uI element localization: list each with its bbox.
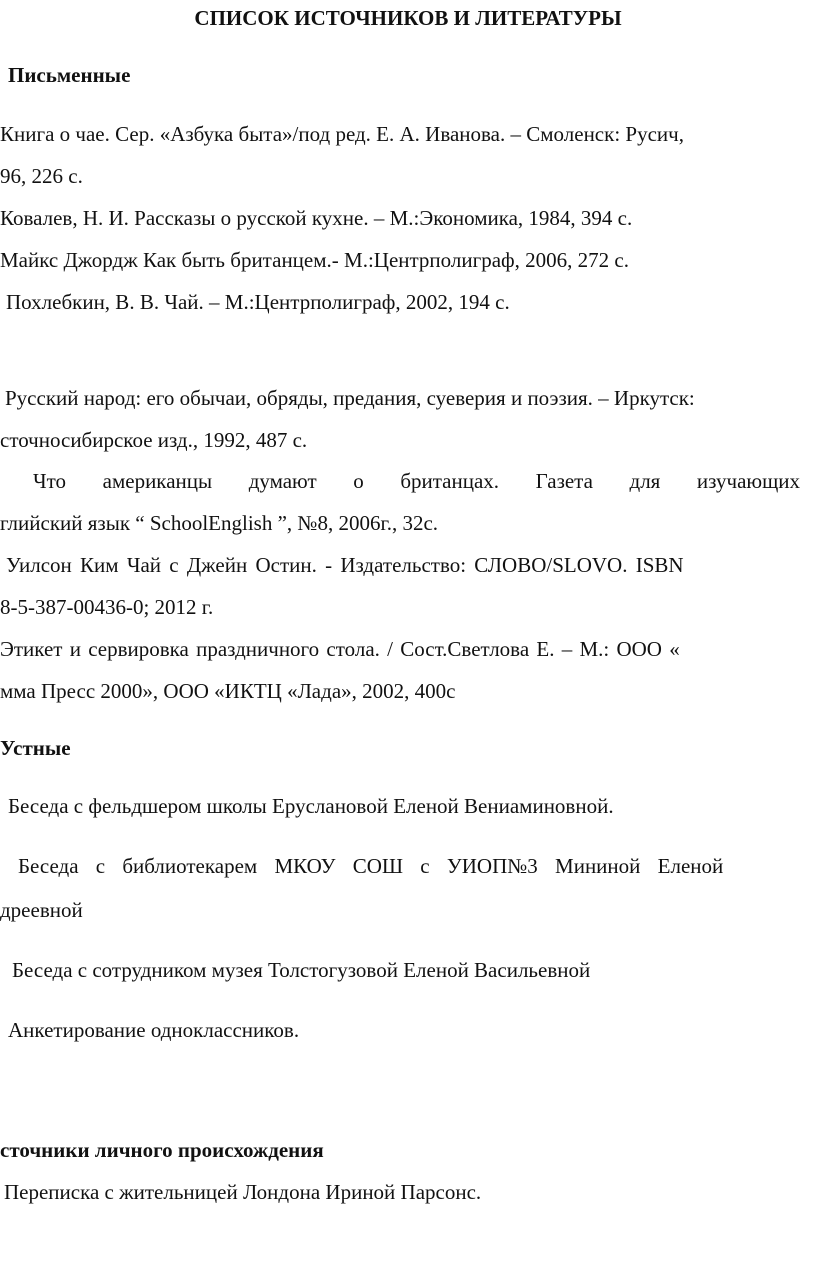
reference-line: Русский народ: его обычаи, обряды, предания, суеверия и поэзия. – Иркутск: (5, 386, 695, 410)
word: британцах. (400, 469, 500, 493)
reference-line: дреевной (0, 898, 83, 922)
reference-line: глийский язык “ SchoolEnglish ”, №8, 2006г., 32с. (0, 511, 439, 535)
reference-line: Переписка с жительницей Лондона Ириной Парсонс. (4, 1180, 482, 1204)
reference-line: Майкс Джордж Как быть британцем.- М.:Центрполиграф, 2006, 272 с. (0, 248, 629, 272)
section-heading-oral: Устные (0, 736, 71, 760)
reference-line: 8-5-387-00436-0; 2012 г. (0, 595, 214, 619)
reference-line: Ковалев, Н. И. Рассказы о русской кухне. – М.:Экономика, 1984, 394 с. (0, 206, 633, 230)
section-heading-personal: сточники личного происхождения (0, 1138, 324, 1162)
word: американцы (102, 469, 213, 493)
word: о (353, 469, 364, 493)
reference-line: Беседа с сотрудником музея Толстогузовой Еленой Васильевной (12, 958, 591, 982)
reference-line: Этикет и сервировка праздничного стола. / Сост.Светлова Е. – М.: ООО « (0, 637, 680, 661)
reference-line: Анкетирование одноклассников. (8, 1018, 300, 1042)
word: Что (33, 469, 67, 493)
section-heading-written: Письменные (8, 63, 131, 87)
word: Газета (535, 469, 593, 493)
reference-line: Похлебкин, В. В. Чай. – М.:Центрполиграф, 2002, 194 с. (6, 290, 510, 314)
word: для (629, 469, 661, 493)
reference-line: Беседа с библиотекарем МКОУ СОШ с УИОП№3 Мининой Еленой (18, 854, 724, 878)
reference-line-justified (0, 467, 800, 495)
reference-line: Книга о чае. Сер. «Азбука быта»/под ред. Е. А. Иванова. – Смоленск: Русич, (0, 122, 684, 146)
reference-line: мма Пресс 2000», ООО «ИКТЦ «Лада», 2002, 400с (0, 679, 456, 703)
word: думают (248, 469, 317, 493)
reference-line: сточносибирское изд., 1992, 487 с. (0, 428, 308, 452)
reference-line: Беседа с фельдшером школы Еруслановой Еленой Вениаминовной. (8, 794, 614, 818)
reference-line: 96, 226 с. (0, 164, 83, 188)
reference-line: Уилсон Ким Чай с Джейн Остин. - Издательство: СЛОВО/SLOVO. ISBN (6, 553, 684, 577)
document-title: СПИСОК ИСТОЧНИКОВ И ЛИТЕРАТУРЫ (194, 6, 622, 30)
word: изучающих (696, 469, 800, 493)
